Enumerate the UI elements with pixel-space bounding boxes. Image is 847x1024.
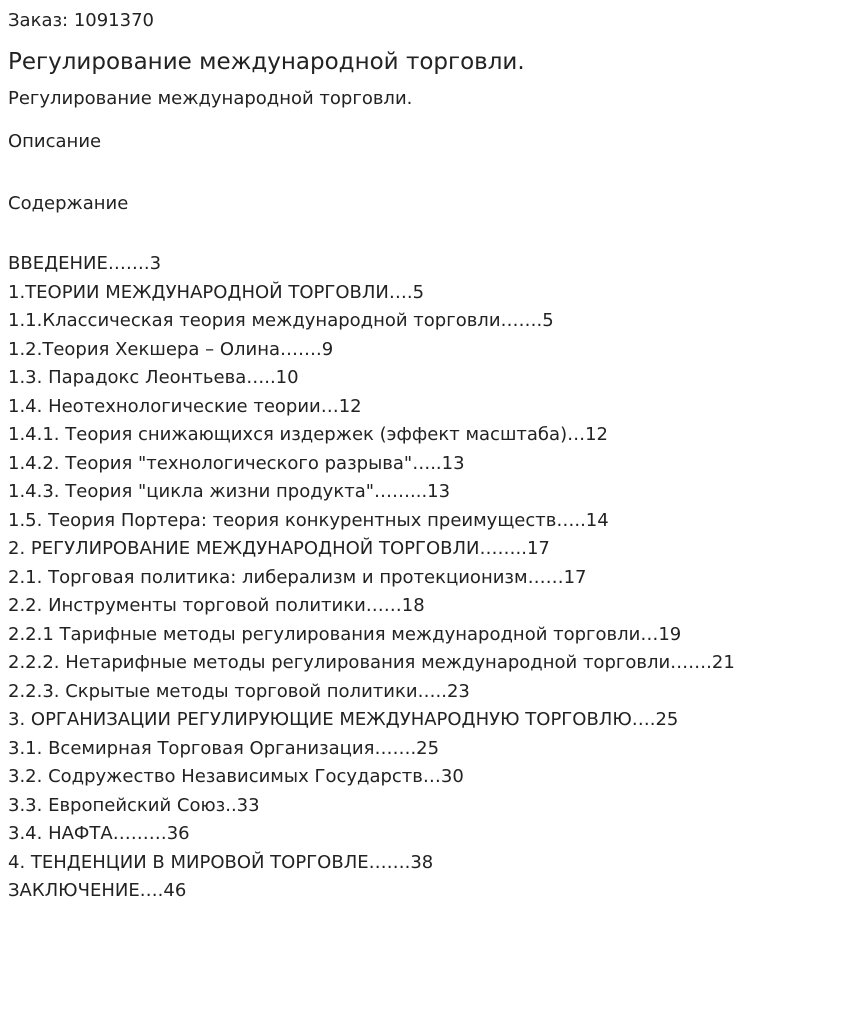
toc-entry: 2.2.3. Скрытые методы торговой политики…..23 [8,680,470,702]
toc-entry: 2.1. Торговая политика: либерализм и протекционизм……17 [8,566,587,588]
toc-entry: 1.2.Теория Хекшера – Олина…….9 [8,338,334,360]
toc-entry: 1.5. Теория Портера: теория конкурентных преимуществ…..14 [8,509,609,531]
toc-entry: 1.4.3. Теория "цикла жизни продукта"……...13 [8,481,451,502]
toc-entry: 1.4.2. Теория "технологического разрыва"…..13 [8,452,465,474]
page-title: Регулирование международной торговли. [8,49,525,75]
toc-entry: 1.ТЕОРИИ МЕЖДУНАРОДНОЙ ТОРГОВЛИ….5 [8,281,425,303]
toc-entry: 2. РЕГУЛИРОВАНИЕ МЕЖДУНАРОДНОЙ ТОРГОВЛИ……..17 [8,538,550,559]
toc-entry: 1.3. Парадокс Леонтьева…..10 [8,367,299,388]
order-number: Заказ: 1091370 [8,10,154,31]
toc-entry: 1.1.Классическая теория международной торговли…….5 [8,310,554,331]
toc-entry: 3.1. Всемирная Торговая Организация…….25 [8,737,440,759]
toc-entry: 2.2.1 Тарифные методы регулирования международной торговли…19 [8,623,682,645]
description-heading: Описание [8,131,102,152]
toc-entry: ВВЕДЕНИЕ…….3 [8,253,162,274]
toc-entry: 2.2.2. Нетарифные методы регулирования международной торговли…….21 [8,652,735,673]
toc-entry: 1.4. Неотехнологические теории…12 [8,395,362,417]
toc-entry: 3. ОРГАНИЗАЦИИ РЕГУЛИРУЮЩИЕ МЕЖДУНАРОДНУЮ ТОРГОВЛЮ….25 [8,709,679,730]
toc-entry: 3.3. Европейский Союз..33 [8,794,260,816]
table-of-contents [8,250,735,906]
page-subtitle: Регулирование международной торговли. [8,88,413,109]
contents-heading: Содержание [8,193,129,214]
toc-entry: 3.2. Содружество Независимых Государств…30 [8,766,464,787]
toc-entry: 2.2. Инструменты торговой политики……18 [8,595,425,616]
toc-entry: 4. ТЕНДЕНЦИИ В МИРОВОЙ ТОРГОВЛЕ…….38 [8,851,434,873]
toc-entry: 3.4. НАФТА………36 [8,823,190,844]
toc-entry: ЗАКЛЮЧЕНИЕ….46 [8,880,187,901]
toc-entry: 1.4.1. Теория снижающихся издержек (эффект масштаба)…12 [8,424,608,445]
